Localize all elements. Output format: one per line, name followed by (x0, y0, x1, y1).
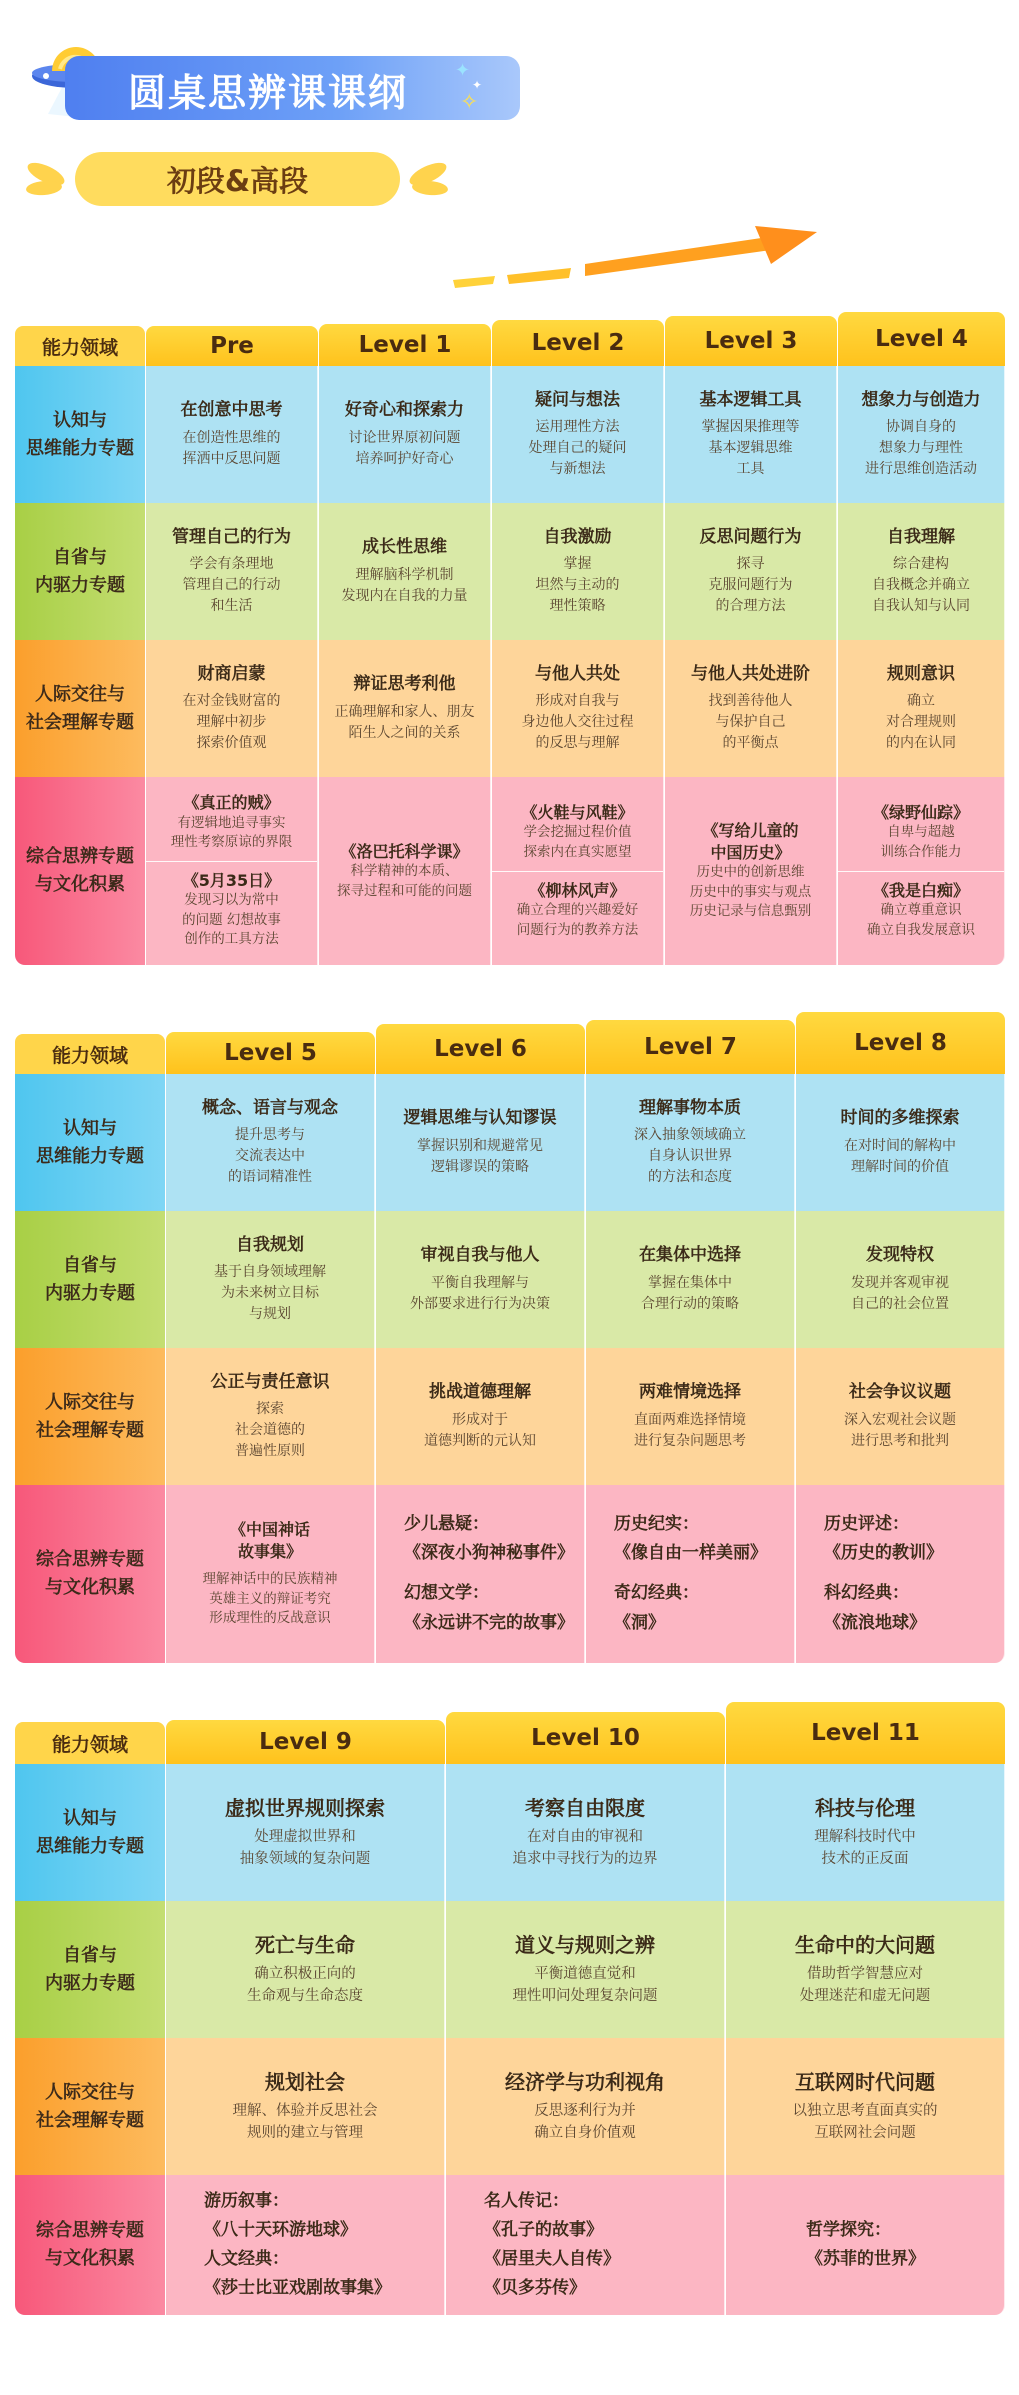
book-description: 自卑与超越 训练合作能力 (880, 824, 962, 860)
level-header: Level 4 (838, 312, 1005, 366)
topic-title: 成长性思维 (362, 537, 447, 558)
topic-title: 在集体中选择 (639, 1245, 741, 1266)
topic-cell (665, 503, 837, 640)
book-genre: 少儿悬疑： (404, 1513, 489, 1534)
divider (146, 861, 317, 862)
book-title: 《贝多芬传》 (484, 2277, 586, 2298)
topic-description: 掌握因果推理等 基本逻辑思维 工具 (701, 419, 800, 478)
book-cell (146, 777, 318, 965)
topic-description: 找到善待他人 与保护自己 的平衡点 (708, 693, 793, 752)
topic-title: 自我规划 (236, 1234, 304, 1255)
row-label-cognitive: 认知与 思维能力专题 (15, 1074, 165, 1211)
topic-title: 互联网时代问题 (795, 2069, 935, 2094)
topic-cell (796, 1211, 1005, 1348)
book-title: 《洛巴托科学课》 (340, 841, 469, 861)
divider (492, 871, 663, 872)
book-cell (166, 1485, 375, 1663)
book-block (517, 880, 639, 941)
row-label-self: 自省与 内驱力专题 (15, 1211, 165, 1348)
topic-title: 疑问与想法 (535, 389, 620, 410)
topic-cell (726, 2038, 1005, 2175)
book-block (337, 841, 472, 902)
book-title: 《像自由一样美丽》 (614, 1543, 767, 1564)
book-description: 确立尊重意识 确立自我发展意识 (867, 902, 975, 938)
topic-title: 社会争议议题 (849, 1382, 951, 1403)
book-genre: 奇幻经典： (614, 1583, 699, 1603)
topic-cell (376, 1074, 585, 1211)
book-title: 《洞》 (614, 1612, 665, 1633)
topic-description: 理解科技时代中 技术的正反面 (814, 1828, 916, 1867)
book-title: 《居里夫人自传》 (484, 2249, 620, 2269)
topic-description: 平衡道德直觉和 理性叩问处理复杂问题 (512, 1965, 658, 2004)
topic-cell (665, 640, 837, 777)
book-cell (492, 777, 664, 965)
topic-title: 与他人共处 (535, 663, 620, 684)
book-title: 《苏菲的世界》 (806, 2249, 925, 2269)
book-title: 《绿野仙踪》 (872, 802, 969, 822)
curriculum-table-intermediate (15, 1010, 1005, 1665)
topic-title: 道义与规则之辨 (515, 1932, 655, 1957)
topic-description: 发现并客观审视 自己的社会位置 (851, 1274, 949, 1312)
book-cell (665, 777, 837, 965)
topic-cell (166, 1211, 375, 1348)
sparkle-icon: ✦ (455, 60, 471, 81)
book-block (171, 792, 293, 853)
book-title: 《深夜小狗神秘事件》 (404, 1543, 574, 1564)
topic-cell (146, 503, 318, 640)
book-genre: 人文经典： (204, 2249, 289, 2269)
row-label-literature: 综合思辨专题 与文化积累 (15, 777, 145, 965)
topic-title: 管理自己的行为 (172, 526, 291, 547)
topic-cell (492, 640, 664, 777)
book-title: 《柳林风声》 (529, 880, 626, 900)
topic-title: 考察自由限度 (525, 1795, 645, 1820)
level-header: Level 9 (166, 1720, 445, 1764)
topic-cell (446, 1764, 725, 1901)
level-header: Level 3 (665, 316, 837, 366)
topic-cell (586, 1074, 795, 1211)
row-label-social: 人际交往与 社会理解专题 (15, 2038, 165, 2175)
topic-cell (838, 503, 1005, 640)
topic-description: 掌握 坦然与主动的 理性策略 (535, 556, 620, 615)
star-icon: ✧ (460, 90, 479, 115)
topic-cell (446, 1901, 725, 2038)
topic-cell (665, 366, 837, 503)
topic-title: 虚拟世界规则探索 (225, 1795, 385, 1820)
topic-description: 借助哲学智慧应对 处理迷茫和虚无问题 (799, 1965, 931, 2004)
topic-title: 概念、语言与观念 (202, 1097, 338, 1118)
book-title: 《写给儿童的 中国历史》 (702, 821, 799, 862)
topic-description: 提升思考与 交流表达中 的语词精准性 (228, 1127, 312, 1186)
topic-title: 逻辑思维与认知谬误 (403, 1108, 557, 1129)
book-genre: 历史纪实： (614, 1513, 699, 1534)
topic-description: 掌握在集体中 合理行动的策略 (641, 1274, 739, 1312)
book-block (182, 870, 281, 950)
book-title: 《八十天环游地球》 (204, 2220, 357, 2241)
topic-cell (586, 1348, 795, 1485)
topic-title: 好奇心和探索力 (345, 400, 464, 421)
topic-cell (838, 640, 1005, 777)
book-block (690, 820, 812, 922)
sparkle-icon: ✦ (472, 78, 483, 92)
topic-title: 基本逻辑工具 (699, 389, 802, 410)
topic-description: 确立 对合理规则 的内在认同 (886, 693, 956, 752)
topic-description: 协调自身的 想象力与理性 进行思维创造活动 (865, 419, 977, 478)
topic-cell (726, 1901, 1005, 2038)
topic-title: 自我理解 (887, 526, 955, 547)
book-block (867, 880, 975, 941)
topic-description: 运用理性方法 处理自己的疑问 与新想法 (528, 419, 627, 478)
domain-header: 能力领域 (15, 1722, 165, 1764)
topic-cell (319, 640, 491, 777)
topic-title: 审视自我与他人 (420, 1245, 540, 1266)
topic-description: 掌握识别和规避常见 逻辑谬误的策略 (417, 1137, 543, 1175)
book-genre: 科幻经典： (824, 1583, 909, 1603)
subtitle-pill: 初段&高段 (75, 152, 400, 206)
row-label-literature: 综合思辨专题 与文化积累 (15, 1485, 165, 1663)
book-block (203, 1519, 338, 1629)
book-genre: 游历叙事： (204, 2191, 289, 2212)
topic-title: 辩证思考利他 (353, 674, 456, 695)
topic-cell (796, 1074, 1005, 1211)
row-label-social: 人际交往与 社会理解专题 (15, 1348, 165, 1485)
book-description: 理解神话中的民族精神 英雄主义的辩证考究 形成理性的反战意识 (202, 1571, 338, 1627)
row-label-literature: 综合思辨专题 与文化积累 (15, 2175, 165, 2315)
topic-description: 平衡自我理解与 外部要求进行行为决策 (410, 1274, 550, 1312)
topic-description: 确立积极正向的 生命观与生命态度 (247, 1965, 363, 2004)
book-list-cell (796, 1485, 1005, 1663)
topic-cell (146, 366, 318, 503)
topic-cell (166, 1901, 445, 2038)
level-header: Level 7 (586, 1020, 795, 1074)
book-description: 发现习以为常中 的问题 幻想故事 创作的工具方法 (182, 892, 281, 948)
topic-title: 发现特权 (866, 1245, 934, 1266)
book-description: 确立合理的兴趣爱好 问题行为的教养方法 (516, 902, 639, 938)
topic-cell (166, 1074, 375, 1211)
book-title: 《莎士比亚戏剧故事集》 (204, 2277, 391, 2298)
book-title: 《真正的贼》 (183, 793, 280, 812)
topic-description: 在对金钱财富的 理解中初步 探索价值观 (182, 693, 281, 752)
topic-description: 学会有条理地 管理自己的行动 和生活 (182, 556, 281, 615)
book-genre: 名人传记： (484, 2191, 569, 2212)
curriculum-table-advanced (15, 1700, 1005, 2320)
level-header: Level 11 (726, 1702, 1005, 1764)
topic-cell (726, 1764, 1005, 1901)
topic-cell (319, 366, 491, 503)
progress-arrow-icon (445, 218, 825, 296)
topic-title: 在创意中思考 (180, 400, 283, 421)
domain-header: 能力领域 (15, 326, 145, 366)
topic-cell (376, 1211, 585, 1348)
level-header: Level 10 (446, 1712, 725, 1764)
book-description: 学会挖掘过程价值 探索内在真实愿望 (523, 824, 632, 860)
topic-title: 时间的多维探索 (840, 1108, 960, 1129)
topic-title: 想象力与创造力 (861, 389, 981, 410)
level-header: Level 8 (796, 1012, 1005, 1074)
topic-description: 理解脑科学机制 发现内在自我的力量 (341, 566, 468, 604)
topic-title: 公正与责任意识 (210, 1371, 330, 1392)
topic-description: 形成对自我与 身边他人交往过程 的反思与理解 (521, 693, 634, 752)
topic-description: 深入抽象领域确立 自身认识世界 的方法和态度 (634, 1127, 746, 1186)
topic-description: 探索 社会道德的 普遍性原则 (235, 1401, 305, 1460)
topic-description: 在对自由的审视和 追求中寻找行为的边界 (512, 1828, 658, 1867)
book-block (521, 802, 633, 863)
topic-cell (376, 1348, 585, 1485)
topic-title: 与他人共处进阶 (691, 663, 810, 684)
topic-description: 综合建构 自我概念并确立 自我认知与认同 (872, 556, 970, 615)
topic-cell (586, 1211, 795, 1348)
topic-title: 两难情境选择 (639, 1382, 741, 1403)
book-title: 《中国神话 故事集》 (229, 1520, 310, 1561)
book-genre: 历史评述： (824, 1513, 909, 1534)
book-block (873, 802, 969, 863)
topic-description: 讨论世界原初问题 培养呵护好奇心 (348, 429, 461, 467)
topic-title: 反思问题行为 (699, 526, 802, 547)
book-list-cell (376, 1485, 585, 1663)
topic-description: 在创造性思维的 挥洒中反思问题 (182, 429, 281, 467)
topic-cell (446, 2038, 725, 2175)
row-label-cognitive: 认知与 思维能力专题 (15, 1764, 165, 1901)
topic-description: 反思逐利行为并 确立自身价值观 (534, 2102, 636, 2141)
topic-cell (838, 366, 1005, 503)
topic-description: 正确理解和家人、朋友 陌生人之间的关系 (334, 703, 475, 741)
topic-description: 探寻 克服问题行为 的合理方法 (708, 556, 793, 615)
level-header: Level 1 (319, 324, 491, 366)
topic-cell (492, 503, 664, 640)
book-genre: 哲学探究： (806, 2220, 891, 2241)
page-title: 圆桌思辨课课纲 (128, 71, 409, 115)
topic-cell (492, 366, 664, 503)
topic-title: 规划社会 (265, 2069, 345, 2094)
divider (838, 871, 1004, 872)
topic-description: 以独立思考直面真实的 互联网社会问题 (792, 2102, 938, 2141)
book-cell (838, 777, 1005, 965)
topic-title: 规则意识 (887, 663, 955, 684)
topic-title: 财商启蒙 (197, 663, 266, 684)
book-title: 《火鞋与风鞋》 (521, 802, 634, 822)
leaf-left-icon (22, 158, 72, 202)
topic-title: 科技与伦理 (815, 1795, 915, 1820)
level-header: Pre (146, 326, 318, 366)
topic-cell (796, 1348, 1005, 1485)
topic-description: 理解、体验并反思社会 规则的建立与管理 (232, 2102, 378, 2141)
book-title: 《流浪地球》 (824, 1612, 926, 1633)
book-title: 《永远讲不完的故事》 (404, 1612, 574, 1633)
topic-description: 处理虚拟世界和 抽象领域的复杂问题 (239, 1828, 371, 1867)
topic-cell (166, 2038, 445, 2175)
curriculum-table-beginner (15, 320, 1005, 970)
book-title: 《5月35日》 (182, 870, 281, 890)
row-label-self: 自省与 内驱力专题 (15, 503, 145, 640)
topic-description: 直面两难选择情境 进行复杂问题思考 (634, 1411, 746, 1449)
topic-description: 形成对于 道德判断的元认知 (424, 1411, 536, 1449)
topic-title: 经济学与功利视角 (505, 2069, 665, 2094)
book-title: 《我是白痴》 (872, 880, 969, 900)
topic-description: 深入宏观社会议题 进行思考和批判 (844, 1411, 956, 1449)
book-title: 《孔子的故事》 (484, 2220, 603, 2241)
book-genre: 幻想文学： (404, 1583, 489, 1603)
topic-title: 理解事物本质 (639, 1097, 741, 1118)
book-list-cell (166, 2175, 445, 2315)
book-description: 科学精神的本质、 探寻过程和可能的问题 (337, 863, 472, 899)
book-list-cell (446, 2175, 725, 2315)
book-list-cell (586, 1485, 795, 1663)
topic-description: 基于自身领域理解 为未来树立目标 与规划 (214, 1264, 326, 1323)
topic-title: 生命中的大问题 (795, 1932, 935, 1957)
row-label-social: 人际交往与 社会理解专题 (15, 640, 145, 777)
book-list-cell (726, 2175, 1005, 2315)
topic-cell (319, 503, 491, 640)
book-cell (319, 777, 491, 965)
row-label-cognitive: 认知与 思维能力专题 (15, 366, 145, 503)
topic-description: 在对时间的解构中 理解时间的价值 (844, 1137, 956, 1175)
topic-cell (146, 640, 318, 777)
topic-title: 自我激励 (543, 526, 612, 547)
topic-title: 死亡与生命 (255, 1932, 355, 1957)
leaf-right-icon (402, 158, 452, 202)
book-title: 《历史的教训》 (824, 1543, 943, 1564)
topic-cell (166, 1348, 375, 1485)
row-label-self: 自省与 内驱力专题 (15, 1901, 165, 2038)
domain-header: 能力领域 (15, 1034, 165, 1074)
topic-cell (166, 1764, 445, 1901)
level-header: Level 5 (166, 1032, 375, 1074)
level-header: Level 6 (376, 1024, 585, 1074)
book-description: 历史中的创新思维 历史中的事实与观点 历史记录与信息甄别 (689, 864, 812, 920)
book-description: 有逻辑地追寻事实 理性考察原谅的界限 (170, 814, 293, 851)
topic-title: 挑战道德理解 (429, 1382, 531, 1403)
level-header: Level 2 (492, 320, 664, 366)
